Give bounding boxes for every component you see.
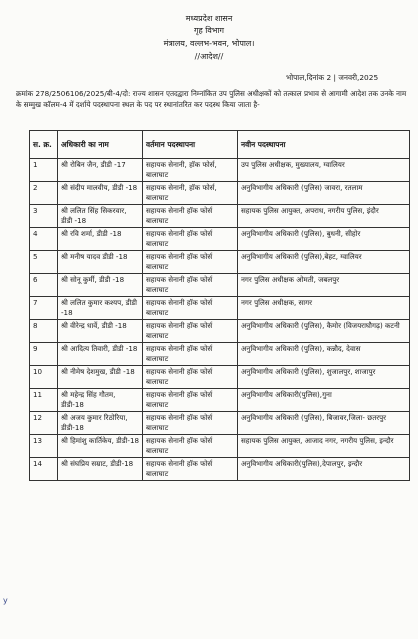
order-paragraph bbox=[16, 89, 408, 110]
current-posting-cell: सहायक सेनानी हॉक फोर्स बालाघाट bbox=[143, 458, 238, 481]
serial-cell: 13 bbox=[30, 435, 58, 458]
table-row bbox=[30, 205, 410, 228]
table-row bbox=[30, 343, 410, 366]
officer-name-cell: श्री हिमांशु कार्तिकेय, डीडी-18 bbox=[58, 435, 143, 458]
order-heading: //आदेश// bbox=[194, 52, 224, 61]
government-title: मध्यप्रदेश शासन bbox=[185, 14, 233, 23]
current-posting-cell: सहायक सेनानी, हॉक फोर्स, बालाघाट bbox=[143, 182, 238, 205]
table-row bbox=[30, 159, 410, 182]
officer-name-cell: श्री आदित्य तिवारी, डीडी -18 bbox=[58, 343, 143, 366]
new-posting-cell: सहायक पुलिस आयुक्त, आजाद नगर, नगरीय पुलिस, इन्दौर bbox=[238, 435, 410, 458]
new-posting-cell: अनुविभागीय अधिकारी (पुलिस), कैमोर (विजयराघौगढ़) कटनी bbox=[238, 320, 410, 343]
serial-cell: 6 bbox=[30, 274, 58, 297]
department-name: गृह विभाग bbox=[193, 26, 224, 35]
officer-name-cell: श्री अजय कुमार रिठोरिया, डीडी-18 bbox=[58, 412, 143, 435]
new-posting-cell: अनुविभागीय अधिकारी (पुलिस), बुधनी, सीहोर bbox=[238, 228, 410, 251]
table-row bbox=[30, 412, 410, 435]
table-row bbox=[30, 458, 410, 481]
table-body bbox=[30, 159, 410, 481]
table-row bbox=[30, 320, 410, 343]
col-current-posting-header: वर्तमान पदस्थापना bbox=[143, 131, 238, 159]
table-header-row bbox=[30, 131, 410, 159]
officer-name-cell: श्री मनीष यादव डीडी -18 bbox=[58, 251, 143, 274]
new-posting-cell: सहायक पुलिस आयुक्त, अपराध, नगरीय पुलिस, इंदौर bbox=[238, 205, 410, 228]
transfer-table bbox=[29, 130, 410, 481]
table-row bbox=[30, 297, 410, 320]
new-posting-cell: अनुविभागीय अधिकारी(पुलिस),गुना bbox=[238, 389, 410, 412]
col-officer-name-header: अधिकारी का नाम bbox=[58, 131, 143, 159]
serial-cell: 12 bbox=[30, 412, 58, 435]
officer-name-cell: श्री ललित सिंह सिकरवार, डीडी -18 bbox=[58, 205, 143, 228]
officer-name-cell: श्री सोनू कुर्मी, डीडी -18 bbox=[58, 274, 143, 297]
serial-cell: 9 bbox=[30, 343, 58, 366]
officer-name-cell: श्री वीरेन्द्र धार्वे, डीडी -18 bbox=[58, 320, 143, 343]
current-posting-cell: सहायक सेनानी हॉक फोर्स बालाघाट bbox=[143, 343, 238, 366]
current-posting-cell: सहायक सेनानी हॉक फोर्स बालाघाट bbox=[143, 228, 238, 251]
order-text: राज्य शासन एतदद्वारा निम्नांकित उप पुलिस अधीक्षकों को तत्काल प्रभाव से आगामी आदेश तक उनके नाम के सम्मुख कॉलम-4 में दर्शाये पदस्थापना स्थल के पद पर स्थानांतरित कर पदस्थ किया जाता है- bbox=[16, 89, 407, 109]
place-date: भोपाल,दिनांक 2 | जनवरी,2025 bbox=[286, 73, 379, 82]
new-posting-cell: नगर पुलिस अधीक्षक ओमती, जबलपुर bbox=[238, 274, 410, 297]
serial-cell: 11 bbox=[30, 389, 58, 412]
table-row bbox=[30, 389, 410, 412]
current-posting-cell: सहायक सेनानी हॉक फोर्स बालाघाट bbox=[143, 251, 238, 274]
officer-name-cell: श्री नीमेष देशमुख, डीडी -18 bbox=[58, 366, 143, 389]
table-row bbox=[30, 182, 410, 205]
new-posting-cell: अनुविभागीय अधिकारी (पुलिस), शुजालपुर, शाजापुर bbox=[238, 366, 410, 389]
office-address: मंत्रालय, वल्लभ-भवन, भोपाल। bbox=[163, 39, 255, 48]
current-posting-cell: सहायक सेनानी हॉक फोर्स बालाघाट bbox=[143, 366, 238, 389]
current-posting-cell: सहायक सेनानी हॉक फोर्स बालाघाट bbox=[143, 389, 238, 412]
table-row bbox=[30, 251, 410, 274]
new-posting-cell: अनुविभागीय अधिकारी (पुलिस), बिजावर,जिला- छतरपुर bbox=[238, 412, 410, 435]
table-row bbox=[30, 435, 410, 458]
col-serial-header: स. क्र. bbox=[30, 131, 58, 159]
serial-cell: 5 bbox=[30, 251, 58, 274]
serial-cell: 1 bbox=[30, 159, 58, 182]
current-posting-cell: सहायक सेनानी हॉक फोर्स बालाघाट bbox=[143, 205, 238, 228]
officer-name-cell: श्री रोबिन जैन, डीडी -17 bbox=[58, 159, 143, 182]
serial-cell: 8 bbox=[30, 320, 58, 343]
new-posting-cell: उप पुलिस अधीक्षक, मुख्यालय, ग्वालियर bbox=[238, 159, 410, 182]
new-posting-cell: अनुविभागीय अधिकारी (पुलिस),बेहट, ग्वालियर bbox=[238, 251, 410, 274]
current-posting-cell: सहायक सेनानी हॉक फोर्स बालाघाट bbox=[143, 274, 238, 297]
serial-cell: 2 bbox=[30, 182, 58, 205]
serial-cell: 7 bbox=[30, 297, 58, 320]
officer-name-cell: श्री रवि शर्मा, डीडी -18 bbox=[58, 228, 143, 251]
serial-cell: 3 bbox=[30, 205, 58, 228]
new-posting-cell: अनुविभागीय अधिकारी (पुलिस), कन्नौद, देवास bbox=[238, 343, 410, 366]
current-posting-cell: सहायक सेनानी हॉक फोर्स बालाघाट bbox=[143, 297, 238, 320]
officer-name-cell: श्री संदीप मालवीय, डीडी -18 bbox=[58, 182, 143, 205]
col-new-posting-header: नवीन पदस्थापना bbox=[238, 131, 410, 159]
serial-cell: 10 bbox=[30, 366, 58, 389]
current-posting-cell: सहायक सेनानी हॉक फोर्स बालाघाट bbox=[143, 435, 238, 458]
current-posting-cell: सहायक सेनानी हॉक फोर्स बालाघाट bbox=[143, 320, 238, 343]
new-posting-cell: अनुविभागीय अधिकारी(पुलिस),देपालपुर, इन्दौर bbox=[238, 458, 410, 481]
officer-name-cell: श्री महेन्द्र सिंह गौतम, डीडी-18 bbox=[58, 389, 143, 412]
new-posting-cell: अनुविभागीय अधिकारी (पुलिस) जावरा, रतलाम bbox=[238, 182, 410, 205]
officer-name-cell: श्री संघप्रिय सम्राट, डीडी-18 bbox=[58, 458, 143, 481]
table-row bbox=[30, 366, 410, 389]
current-posting-cell: सहायक सेनानी, हॉक फोर्स, बालाघाट bbox=[143, 159, 238, 182]
new-posting-cell: नगर पुलिस अधीक्षक, सागर bbox=[238, 297, 410, 320]
table-row bbox=[30, 228, 410, 251]
table-row bbox=[30, 274, 410, 297]
serial-cell: 14 bbox=[30, 458, 58, 481]
current-posting-cell: सहायक सेनानी हॉक फोर्स बालाघाट bbox=[143, 412, 238, 435]
serial-cell: 4 bbox=[30, 228, 58, 251]
officer-name-cell: श्री ललित कुमार कश्यप, डीडी -18 bbox=[58, 297, 143, 320]
margin-mark: y bbox=[3, 596, 8, 605]
reference-number: क्रमांक 278/2506106/2025/बी-4/दो: bbox=[16, 89, 131, 98]
